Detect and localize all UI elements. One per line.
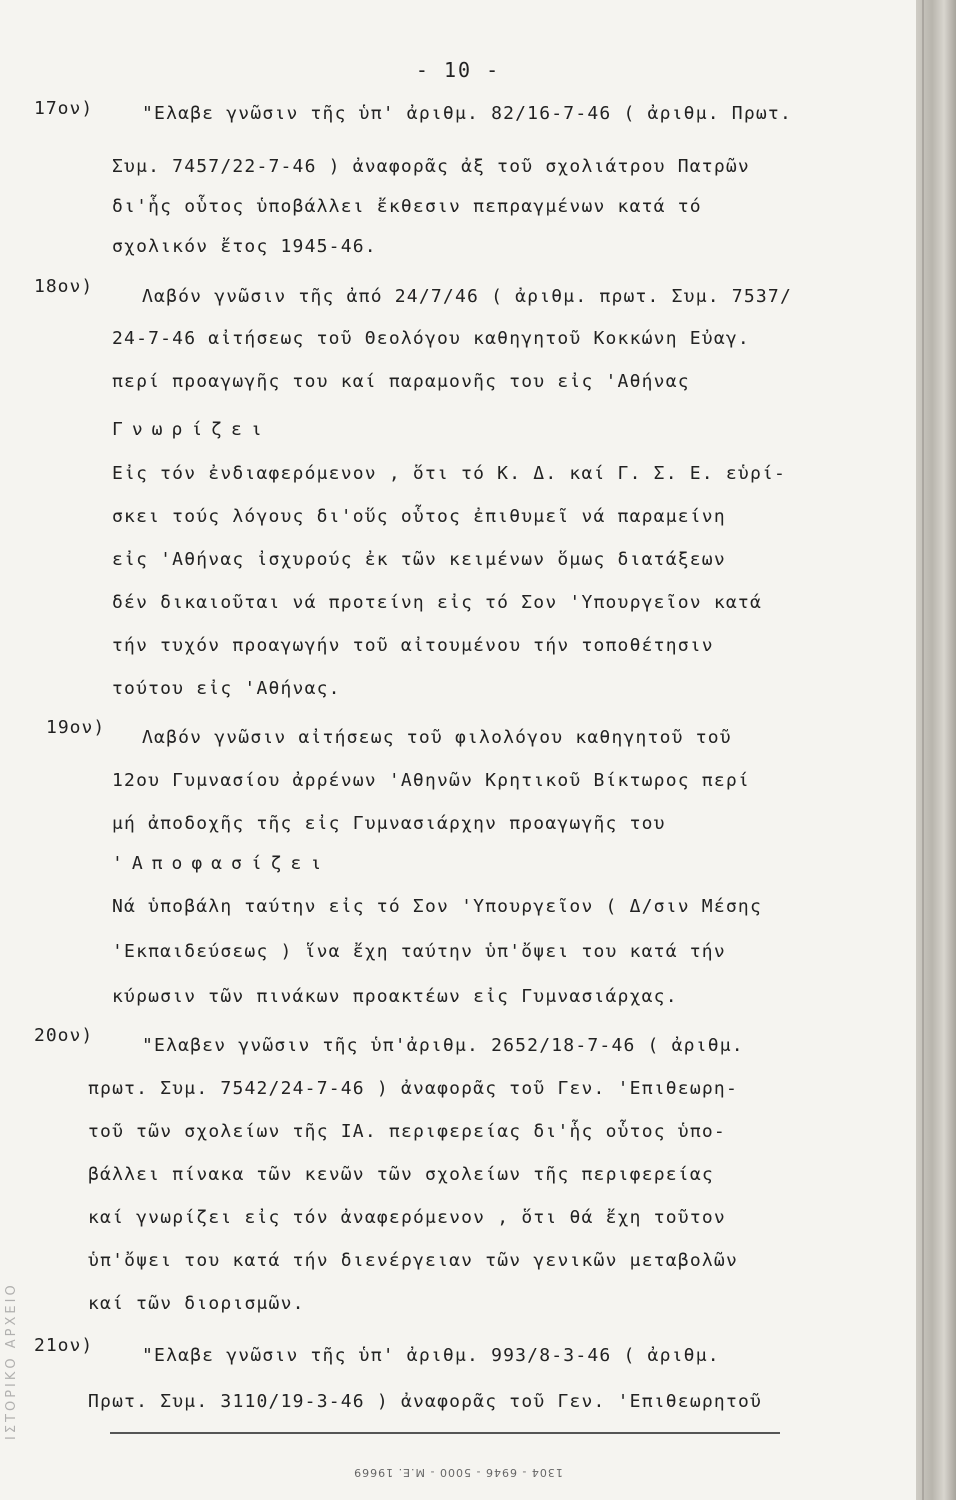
entry-heading-apofasizei: 'Αποφασίζει (112, 853, 331, 874)
entry-line: ὑπ'ὄψει του κατά τήν διενέργειαν τῶν γενικῶν μεταβολῶν (88, 1250, 738, 1271)
entry-line: εἰς 'Αθήνας ἰσχυρούς ἐκ τῶν κειμένων ὅμως διατάξεων (112, 549, 726, 570)
entry-line: Νά ὑποβάλη ταύτην εἰς τό Σον 'Υπουργεῖον ( Δ/σιν Μέσης (112, 896, 762, 917)
entry-label: 19ον) (46, 717, 106, 738)
entry-line: σχολικόν ἔτος 1945-46. (112, 236, 377, 257)
entry-line: δέν δικαιοῦται νά προτείνη εἰς τό Σον 'Υπουργεῖον κατά (112, 592, 762, 613)
entry-line: βάλλει πίνακα τῶν κενῶν τῶν σχολείων τῆς περιφερείας (88, 1164, 714, 1185)
entry-line: πρωτ. Συμ. 7542/24-7-46 ) ἀναφορᾶς τοῦ Γεν. 'Επιθεωρη- (88, 1078, 738, 1099)
entry-line: 24-7-46 αἰτήσεως τοῦ Θεολόγου καθηγητοῦ Κοκκώνη Εὐαγ. (112, 328, 750, 349)
entry-line: Συμ. 7457/22-7-46 ) ἀναφορᾶς ἀξ τοῦ σχολιάτρου Πατρῶν (112, 156, 750, 177)
entry-line: μή ἀποδοχῆς τῆς εἰς Γυμνασιάρχην προαγωγῆς του (112, 813, 666, 834)
page-number: - 10 - (415, 58, 501, 82)
entry-line: κύρωσιν τῶν πινάκων προακτέων εἰς Γυμνασιάρχας. (112, 986, 678, 1007)
entry-line: δι'ἧς οὗτος ὑποβάλλει ἔκθεσιν πεπραγμένων κατά τό (112, 196, 702, 217)
entry-line: "Ελαβε γνῶσιν τῆς ὑπ' ἀριθμ. 993/8-3-46 ( ἀριθμ. (142, 1345, 720, 1366)
entry-line: Λαβόν γνῶσιν αἰτήσεως τοῦ φιλολόγου καθηγητοῦ τοῦ (142, 727, 732, 748)
entry-line: Λαβόν γνῶσιν τῆς ἀπό 24/7/46 ( ἀριθμ. πρωτ. Συμ. 7537/ (142, 286, 792, 307)
entry-line: Εἰς τόν ἐνδιαφερόμενον , ὅτι τό Κ. Δ. καί Γ. Σ. Ε. εὑρί- (112, 463, 787, 484)
entry-line: καί τῶν διορισμῶν. (88, 1293, 305, 1314)
entry-line: τούτου εἰς 'Αθήνας. (112, 678, 341, 699)
entry-line: τοῦ τῶν σχολείων τῆς ΙΑ. περιφερείας δι'ἧς οὗτος ὑπο- (88, 1121, 726, 1142)
entry-label: 20ον) (34, 1025, 94, 1046)
entry-line: 'Εκπαιδεύσεως ) ἵνα ἔχη ταύτην ὑπ'ὄψει του κατά τήν (112, 941, 726, 962)
entry-line: Πρωτ. Συμ. 3110/19-3-46 ) ἀναφορᾶς τοῦ Γεν. 'Επιθεωρητοῦ (88, 1391, 763, 1412)
entry-line: "Ελαβε γνῶσιν τῆς ὑπ' ἀριθμ. 82/16-7-46 ( ἀριθμ. Πρωτ. (142, 103, 792, 124)
footer-rule (110, 1432, 780, 1434)
spine-text: ΙΣΤΟΡΙΚΟ ΑΡΧΕΙΟ (4, 1282, 19, 1440)
entry-label: 21ον) (34, 1335, 94, 1356)
book-binding-edge (916, 0, 956, 1500)
entry-line: σκει τούς λόγους δι'οὕς οὗτος ἐπιθυμεῖ νά παραμείνη (112, 506, 726, 527)
entry-line: 12ου Γυμνασίου ἀρρένων 'Αθηνῶν Κρητικοῦ Βίκτωρος περί (112, 770, 750, 791)
printer-imprint: 1304 - 6946 - 5000 - Μ.Ε. 19669 (353, 1466, 563, 1479)
entry-line: τήν τυχόν προαγωγήν τοῦ αἰτουμένου τήν τοποθέτησιν (112, 635, 714, 656)
entry-line: "Ελαβεν γνῶσιν τῆς ὑπ'ἀριθμ. 2652/18-7-46 ( ἀριθμ. (142, 1035, 744, 1056)
entry-line: καί γνωρίζει εἰς τόν ἀναφερόμενον , ὅτι θά ἔχη τοῦτον (88, 1207, 726, 1228)
entry-heading-gnorizei: Γνωρίζει (112, 419, 271, 440)
entry-label: 18ον) (34, 276, 94, 297)
entry-label: 17ον) (34, 98, 94, 119)
entry-line: περί προαγωγῆς του καί παραμονῆς του εἰς 'Αθήνας (112, 371, 690, 392)
